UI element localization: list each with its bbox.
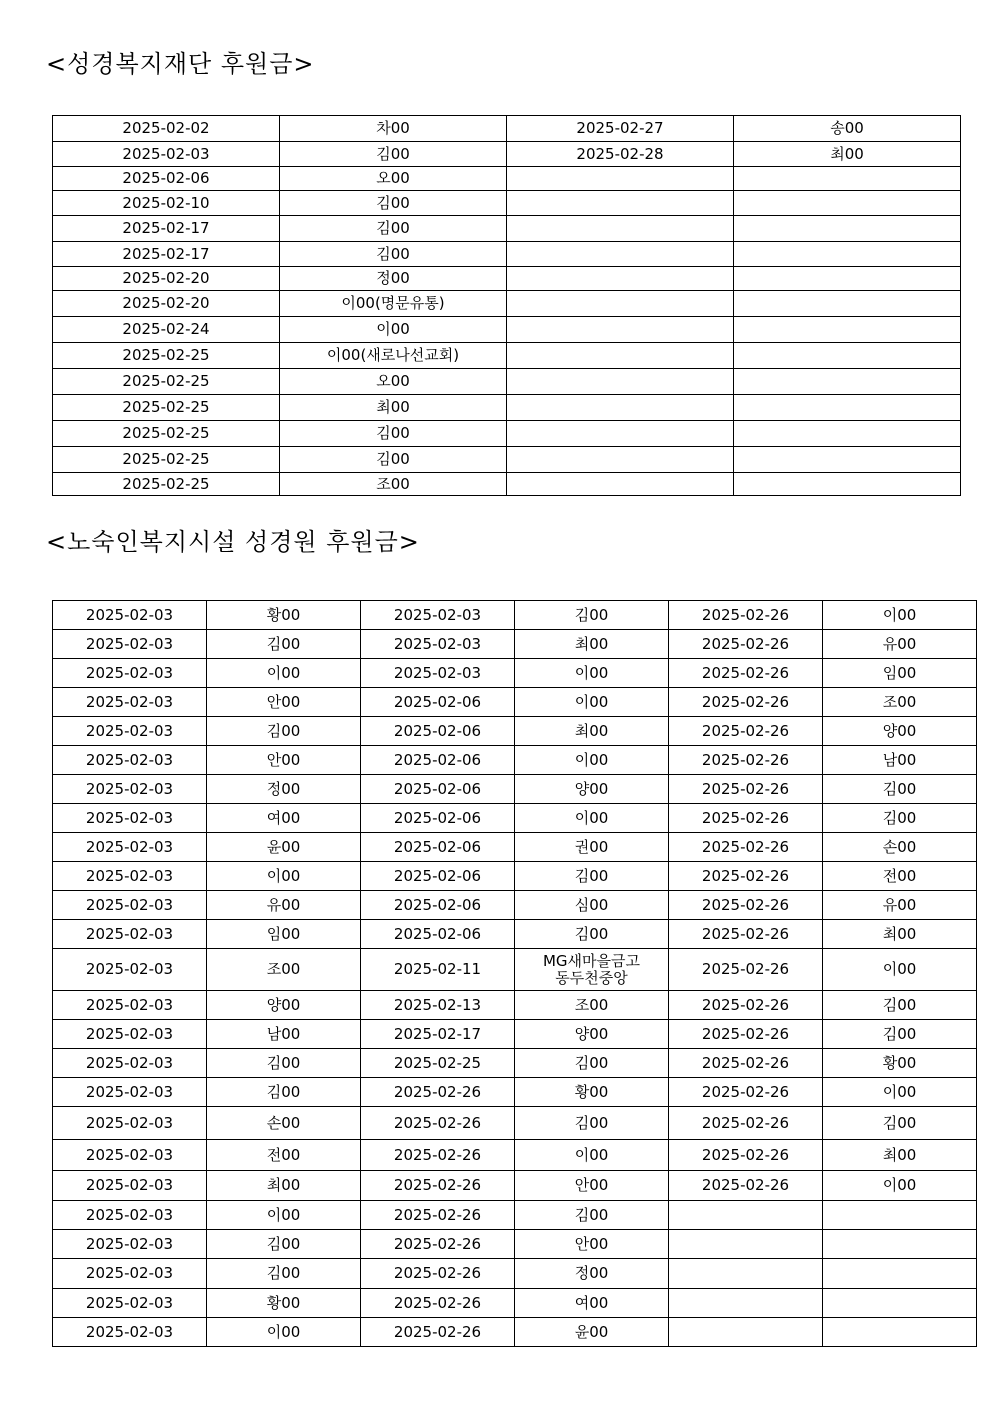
- date-cell: 2025-02-03: [53, 862, 207, 891]
- date-cell: [669, 1318, 823, 1347]
- donor-cell: 김00: [515, 601, 669, 630]
- date-cell: [507, 317, 734, 343]
- donor-cell: 최00: [515, 717, 669, 746]
- donor-cell: 조00: [515, 991, 669, 1020]
- table-row: [53, 891, 977, 920]
- date-cell: 2025-02-17: [53, 242, 280, 267]
- date-cell: 2025-02-03: [53, 1318, 207, 1347]
- date-cell: 2025-02-03: [53, 920, 207, 949]
- table-row: [53, 343, 961, 369]
- date-cell: 2025-02-26: [669, 920, 823, 949]
- date-cell: 2025-02-26: [669, 775, 823, 804]
- donor-cell: 최00: [823, 1140, 977, 1171]
- donor-cell: 오00: [280, 167, 507, 191]
- donor-cell: [823, 1259, 977, 1289]
- donor-cell: 김00: [823, 991, 977, 1020]
- date-cell: 2025-02-26: [669, 1171, 823, 1201]
- date-cell: 2025-02-03: [53, 1289, 207, 1318]
- donor-cell: 송00: [734, 116, 961, 142]
- table-row: [53, 291, 961, 317]
- table-row: [53, 949, 977, 991]
- table-row: [53, 659, 977, 688]
- date-cell: 2025-02-03: [53, 891, 207, 920]
- date-cell: 2025-02-03: [53, 991, 207, 1020]
- date-cell: [507, 191, 734, 216]
- table-row: [53, 1259, 977, 1289]
- donor-cell: 이00: [823, 1171, 977, 1201]
- date-cell: 2025-02-06: [53, 167, 280, 191]
- date-cell: 2025-02-26: [361, 1289, 515, 1318]
- donor-cell: 남00: [823, 746, 977, 775]
- date-cell: 2025-02-03: [53, 630, 207, 659]
- date-cell: [507, 421, 734, 447]
- table-row: [53, 395, 961, 421]
- date-cell: 2025-02-26: [669, 688, 823, 717]
- table-row: [53, 1289, 977, 1318]
- date-cell: [507, 343, 734, 369]
- date-cell: 2025-02-26: [669, 659, 823, 688]
- donor-cell: [734, 267, 961, 291]
- date-cell: 2025-02-26: [361, 1201, 515, 1230]
- date-cell: 2025-02-26: [669, 1020, 823, 1049]
- date-cell: 2025-02-26: [669, 833, 823, 862]
- date-cell: 2025-02-03: [53, 601, 207, 630]
- donor-cell: 황00: [207, 1289, 361, 1318]
- date-cell: 2025-02-27: [507, 116, 734, 142]
- date-cell: [669, 1230, 823, 1259]
- date-cell: 2025-02-03: [53, 717, 207, 746]
- date-cell: 2025-02-26: [669, 1140, 823, 1171]
- date-cell: 2025-02-24: [53, 317, 280, 343]
- donor-cell: MG새마을금고 동두천중앙: [515, 949, 669, 991]
- date-cell: 2025-02-25: [53, 421, 280, 447]
- donor-cell: 남00: [207, 1020, 361, 1049]
- donor-cell: 김00: [823, 1107, 977, 1140]
- donor-cell: 김00: [207, 1259, 361, 1289]
- donor-cell: 최00: [734, 142, 961, 167]
- donor-cell: 김00: [515, 1201, 669, 1230]
- donor-cell: [734, 317, 961, 343]
- table-row: [53, 630, 977, 659]
- date-cell: 2025-02-03: [53, 746, 207, 775]
- date-cell: 2025-02-03: [361, 601, 515, 630]
- date-cell: 2025-02-03: [53, 1171, 207, 1201]
- donor-cell: 안00: [515, 1230, 669, 1259]
- date-cell: 2025-02-06: [361, 804, 515, 833]
- date-cell: [507, 167, 734, 191]
- date-cell: 2025-02-26: [669, 862, 823, 891]
- table-row: [53, 1049, 977, 1078]
- table-row: [53, 1201, 977, 1230]
- date-cell: 2025-02-06: [361, 717, 515, 746]
- date-cell: 2025-02-25: [53, 343, 280, 369]
- date-cell: 2025-02-03: [53, 1049, 207, 1078]
- table-row: [53, 862, 977, 891]
- donor-cell: 김00: [280, 242, 507, 267]
- table-row: [53, 191, 961, 216]
- table-row: [53, 473, 961, 496]
- date-cell: 2025-02-17: [361, 1020, 515, 1049]
- donor-cell: 김00: [280, 191, 507, 216]
- donor-cell: 전00: [207, 1140, 361, 1171]
- donor-cell: 이00: [515, 688, 669, 717]
- donor-cell: 김00: [207, 1049, 361, 1078]
- date-cell: 2025-02-25: [53, 369, 280, 395]
- donor-cell: 정00: [280, 267, 507, 291]
- donor-cell: 양00: [207, 991, 361, 1020]
- date-cell: 2025-02-26: [669, 891, 823, 920]
- table-row: [53, 1318, 977, 1347]
- donor-cell: 이00: [207, 862, 361, 891]
- donor-cell: [823, 1318, 977, 1347]
- date-cell: [669, 1289, 823, 1318]
- date-cell: 2025-02-06: [361, 891, 515, 920]
- date-cell: [507, 291, 734, 317]
- donor-cell: 임00: [207, 920, 361, 949]
- donor-cell: 이00: [515, 1140, 669, 1171]
- date-cell: 2025-02-25: [53, 473, 280, 496]
- foundation-donation-table: [52, 115, 961, 496]
- date-cell: 2025-02-06: [361, 688, 515, 717]
- donor-cell: [734, 343, 961, 369]
- date-cell: 2025-02-26: [361, 1318, 515, 1347]
- section-title-facility: <노숙인복지시설 성경원 후원금>: [46, 528, 420, 556]
- donor-cell: 김00: [515, 862, 669, 891]
- donor-cell: 전00: [823, 862, 977, 891]
- date-cell: 2025-02-26: [669, 804, 823, 833]
- date-cell: 2025-02-17: [53, 216, 280, 242]
- donor-cell: 양00: [823, 717, 977, 746]
- table-row: [53, 601, 977, 630]
- table-row: [53, 804, 977, 833]
- donor-cell: 최00: [823, 920, 977, 949]
- date-cell: 2025-02-02: [53, 116, 280, 142]
- date-cell: 2025-02-03: [53, 1020, 207, 1049]
- donor-cell: 이00: [515, 659, 669, 688]
- donor-cell: 이00: [515, 746, 669, 775]
- date-cell: 2025-02-26: [669, 1049, 823, 1078]
- donor-cell: 김00: [207, 717, 361, 746]
- date-cell: 2025-02-26: [669, 991, 823, 1020]
- table-row: [53, 1078, 977, 1107]
- donor-cell: 이00: [280, 317, 507, 343]
- donor-cell: 이00: [823, 1078, 977, 1107]
- date-cell: [507, 447, 734, 473]
- table-row: [53, 369, 961, 395]
- donor-cell: 여00: [515, 1289, 669, 1318]
- table-row: [53, 1107, 977, 1140]
- date-cell: 2025-02-03: [53, 804, 207, 833]
- donor-cell: 이00: [823, 601, 977, 630]
- donor-cell: [823, 1230, 977, 1259]
- section-title-foundation: <성경복지재단 후원금>: [46, 50, 315, 78]
- donor-cell: 김00: [207, 630, 361, 659]
- date-cell: 2025-02-11: [361, 949, 515, 991]
- date-cell: 2025-02-03: [53, 1201, 207, 1230]
- date-cell: 2025-02-03: [53, 1107, 207, 1140]
- donor-cell: 차00: [280, 116, 507, 142]
- date-cell: 2025-02-03: [53, 949, 207, 991]
- donor-cell: 조00: [207, 949, 361, 991]
- date-cell: 2025-02-26: [361, 1140, 515, 1171]
- date-cell: 2025-02-26: [669, 949, 823, 991]
- donor-cell: [823, 1289, 977, 1318]
- date-cell: 2025-02-25: [53, 395, 280, 421]
- date-cell: 2025-02-26: [361, 1107, 515, 1140]
- donor-cell: 조00: [280, 473, 507, 496]
- date-cell: 2025-02-26: [669, 1107, 823, 1140]
- table-row: [53, 116, 961, 142]
- donor-cell: 최00: [280, 395, 507, 421]
- table-row: [53, 216, 961, 242]
- donor-cell: 윤00: [207, 833, 361, 862]
- date-cell: 2025-02-03: [53, 833, 207, 862]
- date-cell: 2025-02-03: [53, 659, 207, 688]
- date-cell: 2025-02-26: [669, 601, 823, 630]
- donor-cell: 양00: [515, 775, 669, 804]
- date-cell: 2025-02-06: [361, 775, 515, 804]
- donor-cell: [734, 167, 961, 191]
- table-row: [53, 1140, 977, 1171]
- donor-cell: 김00: [280, 447, 507, 473]
- donor-cell: 양00: [515, 1020, 669, 1049]
- donor-cell: 안00: [207, 746, 361, 775]
- donor-cell: 임00: [823, 659, 977, 688]
- date-cell: 2025-02-03: [53, 688, 207, 717]
- donor-cell: [734, 291, 961, 317]
- table-row: [53, 991, 977, 1020]
- date-cell: 2025-02-10: [53, 191, 280, 216]
- date-cell: 2025-02-26: [669, 746, 823, 775]
- date-cell: 2025-02-26: [669, 717, 823, 746]
- table-row: [53, 267, 961, 291]
- date-cell: 2025-02-03: [53, 1140, 207, 1171]
- donor-cell: 김00: [207, 1230, 361, 1259]
- donor-cell: 이00(명문유통): [280, 291, 507, 317]
- date-cell: 2025-02-26: [669, 630, 823, 659]
- donor-cell: [734, 242, 961, 267]
- date-cell: 2025-02-25: [53, 447, 280, 473]
- table-row: [53, 447, 961, 473]
- donor-cell: 김00: [280, 421, 507, 447]
- date-cell: 2025-02-03: [53, 775, 207, 804]
- table-row: [53, 746, 977, 775]
- donor-cell: 이00: [207, 659, 361, 688]
- donor-cell: 손00: [207, 1107, 361, 1140]
- date-cell: 2025-02-25: [361, 1049, 515, 1078]
- table-row: [53, 317, 961, 343]
- date-cell: 2025-02-03: [53, 1078, 207, 1107]
- donor-cell: 안00: [207, 688, 361, 717]
- date-cell: 2025-02-03: [361, 630, 515, 659]
- date-cell: 2025-02-03: [361, 659, 515, 688]
- date-cell: 2025-02-28: [507, 142, 734, 167]
- donor-cell: 권00: [515, 833, 669, 862]
- donor-cell: [734, 421, 961, 447]
- donor-cell: [734, 473, 961, 496]
- table-row: [53, 688, 977, 717]
- date-cell: [507, 216, 734, 242]
- donor-cell: 이00: [207, 1318, 361, 1347]
- date-cell: 2025-02-03: [53, 1259, 207, 1289]
- date-cell: 2025-02-06: [361, 862, 515, 891]
- date-cell: 2025-02-03: [53, 1230, 207, 1259]
- facility-donation-table: [52, 600, 977, 1347]
- date-cell: [507, 473, 734, 496]
- donor-cell: 김00: [280, 142, 507, 167]
- donor-cell: 황00: [207, 601, 361, 630]
- table-row: [53, 142, 961, 167]
- donor-cell: 김00: [515, 1049, 669, 1078]
- donor-cell: 김00: [280, 216, 507, 242]
- table-row: [53, 1230, 977, 1259]
- donor-cell: 이00: [823, 949, 977, 991]
- donor-cell: [734, 369, 961, 395]
- date-cell: 2025-02-06: [361, 746, 515, 775]
- donor-cell: 최00: [207, 1171, 361, 1201]
- donor-cell: [734, 191, 961, 216]
- donor-cell: 김00: [823, 775, 977, 804]
- donor-cell: 유00: [823, 891, 977, 920]
- donor-cell: 오00: [280, 369, 507, 395]
- donor-cell: 황00: [515, 1078, 669, 1107]
- table-row: [53, 1020, 977, 1049]
- donor-cell: 유00: [823, 630, 977, 659]
- donor-cell: 이00(새로나선교회): [280, 343, 507, 369]
- donor-cell: 이00: [515, 804, 669, 833]
- donor-cell: 김00: [823, 1020, 977, 1049]
- date-cell: 2025-02-26: [361, 1171, 515, 1201]
- donor-cell: 김00: [515, 920, 669, 949]
- date-cell: 2025-02-06: [361, 920, 515, 949]
- date-cell: 2025-02-26: [361, 1259, 515, 1289]
- table-row: [53, 775, 977, 804]
- donor-cell: 윤00: [515, 1318, 669, 1347]
- donor-cell: 최00: [515, 630, 669, 659]
- date-cell: 2025-02-20: [53, 267, 280, 291]
- date-cell: 2025-02-03: [53, 142, 280, 167]
- donor-cell: 김00: [515, 1107, 669, 1140]
- donor-cell: 황00: [823, 1049, 977, 1078]
- date-cell: 2025-02-26: [361, 1230, 515, 1259]
- donor-cell: 심00: [515, 891, 669, 920]
- table-row: [53, 920, 977, 949]
- table-row: [53, 717, 977, 746]
- donor-cell: 여00: [207, 804, 361, 833]
- donor-cell: 이00: [207, 1201, 361, 1230]
- donor-cell: [734, 447, 961, 473]
- donor-cell: 정00: [515, 1259, 669, 1289]
- date-cell: [507, 267, 734, 291]
- date-cell: [507, 395, 734, 421]
- date-cell: 2025-02-26: [669, 1078, 823, 1107]
- donor-cell: 유00: [207, 891, 361, 920]
- donor-cell: [823, 1201, 977, 1230]
- table-row: [53, 833, 977, 862]
- donor-cell: 안00: [515, 1171, 669, 1201]
- date-cell: [669, 1259, 823, 1289]
- donor-cell: 조00: [823, 688, 977, 717]
- donor-cell: [734, 216, 961, 242]
- table-row: [53, 421, 961, 447]
- date-cell: 2025-02-26: [361, 1078, 515, 1107]
- donor-cell: 김00: [207, 1078, 361, 1107]
- date-cell: 2025-02-13: [361, 991, 515, 1020]
- date-cell: [507, 242, 734, 267]
- date-cell: 2025-02-06: [361, 833, 515, 862]
- table-row: [53, 242, 961, 267]
- table-row: [53, 167, 961, 191]
- donor-cell: 정00: [207, 775, 361, 804]
- date-cell: 2025-02-20: [53, 291, 280, 317]
- donor-cell: [734, 395, 961, 421]
- table-row: [53, 1171, 977, 1201]
- date-cell: [507, 369, 734, 395]
- donor-cell: 손00: [823, 833, 977, 862]
- donor-cell: 김00: [823, 804, 977, 833]
- date-cell: [669, 1201, 823, 1230]
